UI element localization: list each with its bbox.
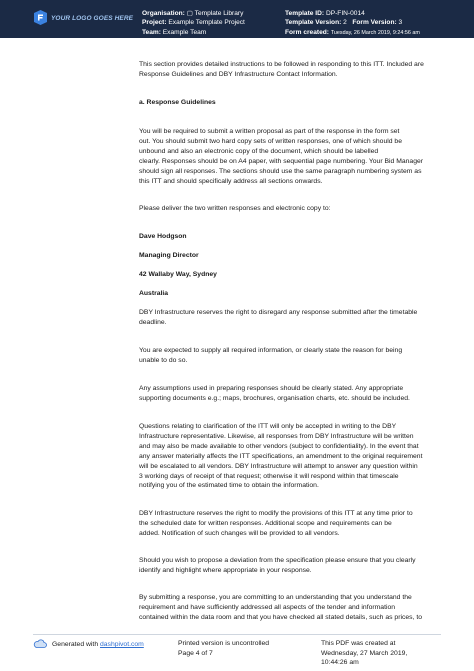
form-version-value: 3	[398, 19, 403, 27]
form-version-label: Form Version:	[352, 19, 397, 27]
pdf-created-date: Wednesday, 27 March 2019,	[321, 649, 408, 657]
intro-paragraph: This section provides detailed instructions to be followed in responding to this ITT. Included are Response Guidelines and DBY Infrastructure Contact Information.	[139, 61, 424, 78]
pdf-created-time: 10:44:26 am	[321, 659, 359, 666]
header-left-info	[142, 9, 245, 37]
contact-country: Australia	[139, 290, 169, 297]
team-label: Team:	[142, 28, 161, 36]
template-version-label: Template Version:	[285, 19, 342, 27]
contact-title: Managing Director	[139, 252, 199, 259]
generated-with	[33, 639, 144, 650]
document-footer	[0, 634, 474, 671]
contact-address: 42 Wallaby Way, Sydney	[139, 271, 217, 278]
pdf-created-label: This PDF was created at	[321, 640, 396, 647]
contact-name: Dave Hodgson	[139, 233, 187, 240]
document-header	[0, 0, 474, 38]
org-label: Organisation:	[142, 10, 185, 17]
questions-paragraph: Questions relating to clarification of the ITT will only be accepted in writing to the DBY Infrastructure representative. Likewise, all responses from DBY Infrastructure will be written and may also be made available to other vendors (subject to confidentiality). In the event that any answer materially affects the ITT specifications, an amendment to the original requirement will be escalated to all vendors. DBY Infrastructure will attempt to answer any question within 3 working days of receipt of that request; otherwise it will respond within that timescale notifying you of the estimated time to obtain the information.	[139, 423, 423, 490]
logo-icon	[34, 10, 47, 25]
template-version-value: 2	[343, 19, 347, 27]
pdf-created	[321, 639, 407, 668]
delivery-paragraph: Please deliver the two written responses and electronic copy to:	[139, 205, 331, 212]
information-paragraph: You are expected to supply all required information, or clearly state the reason for being unable to do so.	[139, 347, 403, 364]
org-icon: ▢	[186, 10, 193, 17]
form-created-label: Form created:	[285, 28, 329, 36]
section-heading: a. Response Guidelines	[139, 99, 216, 106]
org-value: Template Library	[194, 10, 244, 17]
project-label: Project:	[142, 19, 167, 27]
assumptions-paragraph: Any assumptions used in preparing responses should be clearly stated. Any appropriate supporting documents e.g.; maps, brochures, organisation charts, etc. should be included.	[139, 385, 410, 402]
logo-text: YOUR LOGO GOES HERE	[51, 15, 134, 22]
template-id-value: DP-FIN-0014	[325, 10, 365, 17]
header-right-info	[285, 9, 420, 38]
footer-divider	[33, 634, 441, 635]
generated-prefix: Generated with	[52, 641, 100, 648]
print-uncontrolled: Printed version is uncontrolled	[178, 640, 270, 647]
team-value: Example Team	[162, 28, 207, 36]
project-value: Example Template Project	[168, 19, 245, 27]
guidelines-paragraph: You will be required to submit a written proposal as part of the response in the form set out. You should submit two hard copy sets of written responses, one of which should be unbound and also an electronic copy of the document, which should be labelled clearly. Responses should be on A4 paper, with sequential page numbering. Your Bid Manager should sign all responses. The sections should use the same paragraph numbering system as this ITT and should specifically address all sections onwards.	[139, 128, 424, 185]
commitment-paragraph: By submitting a response, you are committing to an understanding that you understand the requirement and have sufficiently addressed all aspects of the tender and information contained within the data room and that you have checked all stated details, such as prices, to	[139, 594, 422, 621]
form-created-value: Tuesday, 26 March 2019, 9:24:56 am	[330, 29, 420, 36]
print-notice	[178, 639, 269, 658]
dashpivot-link[interactable]: dashpivot.com	[99, 641, 144, 648]
page-number: Page 4 of 7	[178, 649, 213, 657]
modification-paragraph: DBY Infrastructure reserves the right to modify the provisions of this ITT at any time prior to the scheduled date for written responses. Additional scope and requirements can be added. Notification of such changes will be provided to all vendors.	[139, 510, 413, 537]
deviation-paragraph: Should you wish to propose a deviation from the specification please ensure that you clearly identify and highlight where appropriate in your response.	[139, 557, 416, 574]
deadline-paragraph: DBY Infrastructure reserves the right to disregard any response submitted after the timetable deadline.	[139, 309, 418, 326]
cloud-icon	[33, 639, 47, 648]
template-id-label: Template ID:	[285, 10, 325, 17]
